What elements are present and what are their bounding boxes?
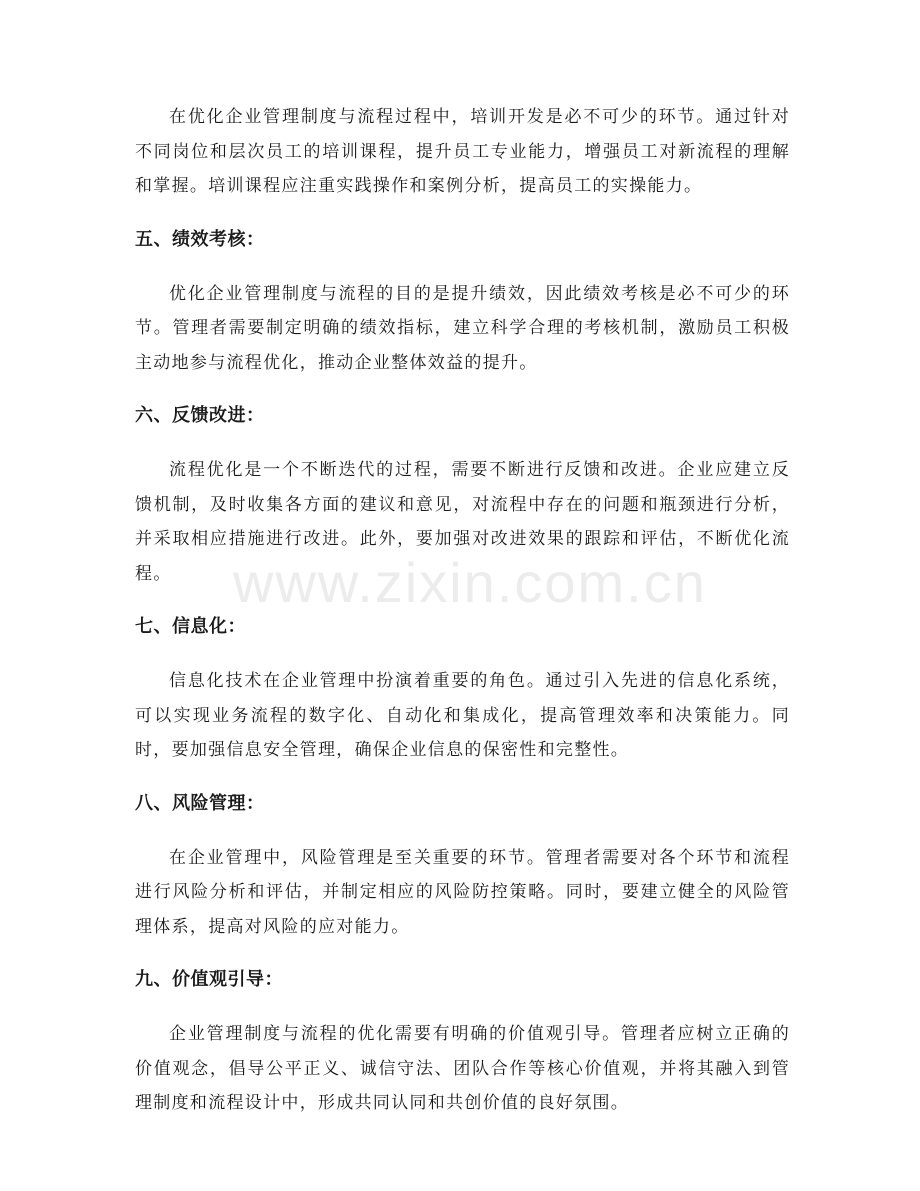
paragraph-feedback: 流程优化是一个不断迭代的过程，需要不断进行反馈和改进。企业应建立反馈机制，及时收集各方面的建议和意见，对流程中存在的问题和瓶颈进行分析，并采取相应措施进行改进。此外，要加强对改进效果的跟踪和评估，不断优化流程。 [135, 460, 790, 584]
watermark: www.zixin.com.cn [233, 551, 707, 614]
paragraph-training: 在优化企业管理制度与流程过程中，培训开发是必不可少的环节。通过针对不同岗位和层次员工的培训课程，提升员工专业能力，增强员工对新流程的理解和掌握。培训课程应注重实践操作和案例分析，提高员工的实操能力。 [135, 107, 790, 196]
paragraph-risk: 在企业管理中，风险管理是至关重要的环节。管理者需要对各个环节和流程进行风险分析和评估，并制定相应的风险防控策略。同时，要建立健全的风险管理体系，提高对风险的应对能力。 [135, 847, 790, 937]
heading-values: 九、价值观引导： [135, 969, 283, 990]
paragraph-performance: 优化企业管理制度与流程的目的是提升绩效，因此绩效考核是必不可少的环节。管理者需要制定明确的绩效指标，建立科学合理的考核机制，激励员工积极主动地参与流程优化，推动企业整体效益的提升。 [135, 283, 790, 373]
heading-risk: 八、风险管理： [135, 792, 265, 814]
paragraph-values: 企业管理制度与流程的优化需要有明确的价值观引导。管理者应树立正确的价值观念，倡导公平正义、诚信守法、团队合作等核心价值观，并将其融入到管理制度和流程设计中，形成共同认同和共创价值的良好氛围。 [135, 1024, 790, 1113]
document-body [135, 100, 790, 1121]
paragraph-informatization: 信息化技术在企业管理中扮演着重要的角色。通过引入先进的信息化系统，可以实现业务流程的数字化、自动化和集成化，提高管理效率和决策能力。同时，要加强信息安全管理，确保企业信息的保密性和完整性。 [135, 671, 790, 760]
heading-informatization: 七、信息化： [135, 616, 246, 637]
heading-feedback: 六、反馈改进： [135, 405, 265, 426]
heading-performance: 五、绩效考核： [135, 228, 265, 250]
